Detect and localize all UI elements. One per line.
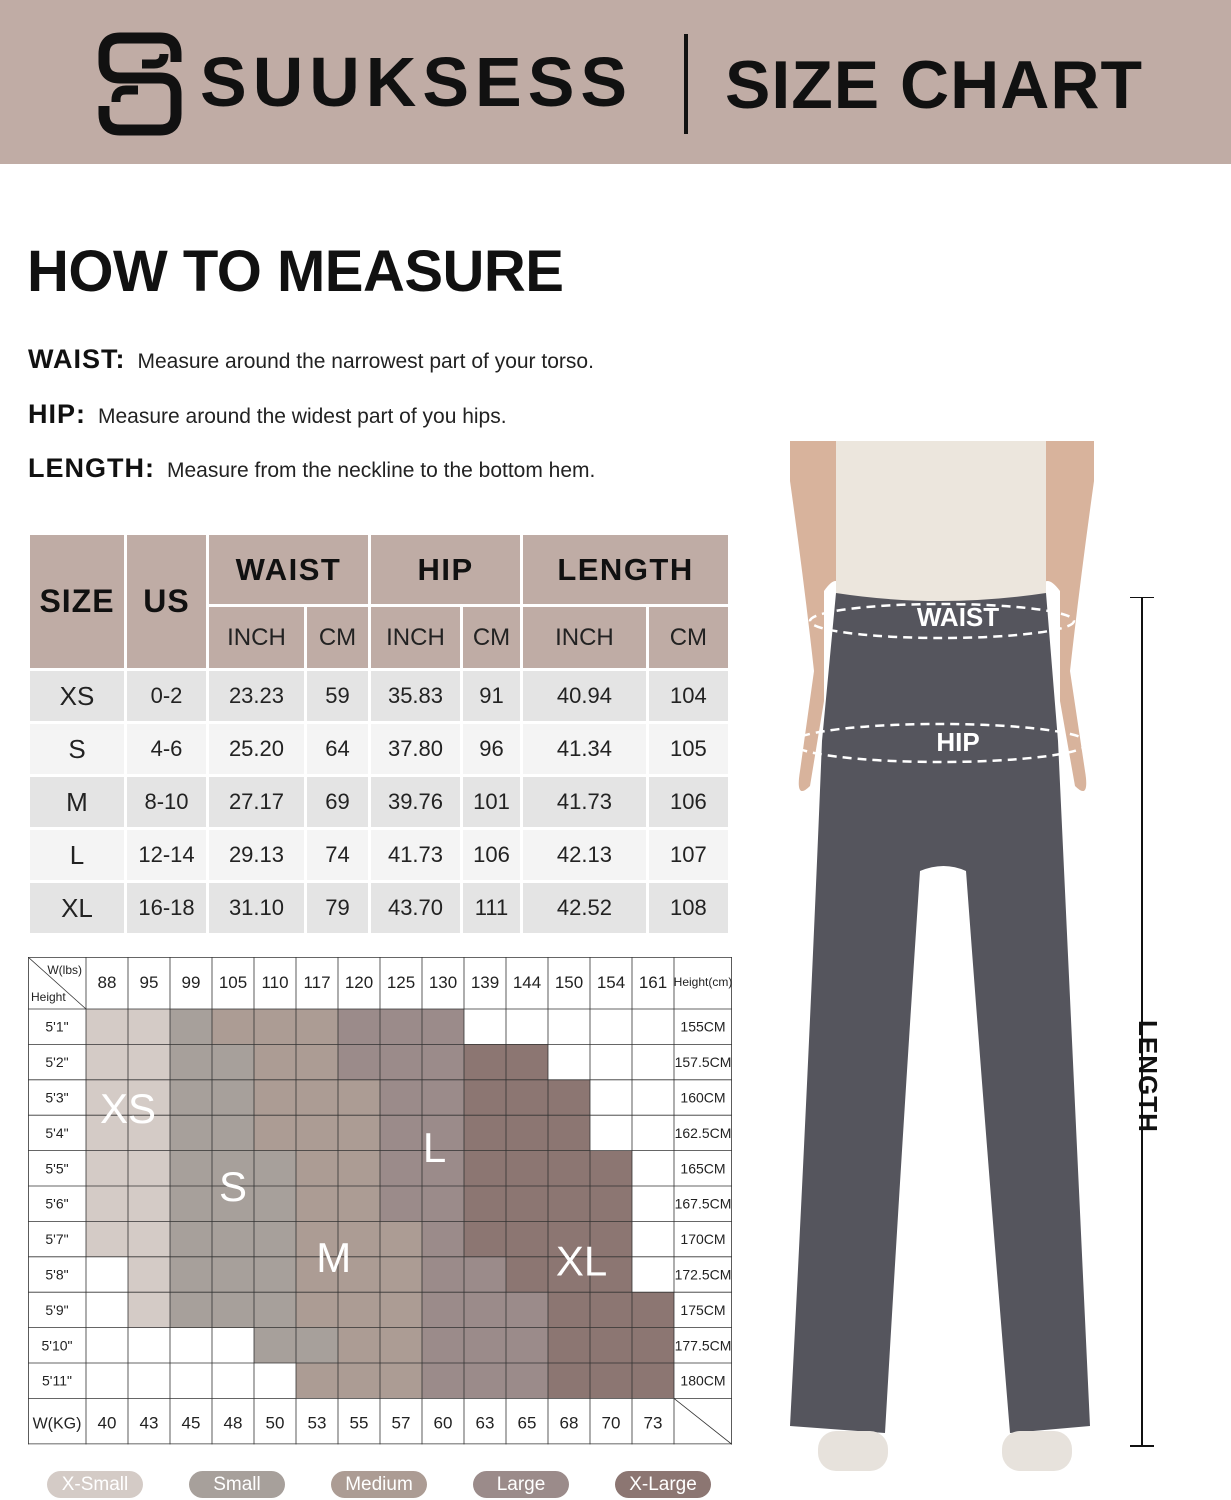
lbs-label: 105 (218, 973, 248, 992)
lbs-label: 154 (596, 973, 626, 992)
grid-cell (128, 1257, 170, 1292)
size-cell: 107 (647, 829, 729, 882)
size-cell: 40.94 (522, 670, 648, 723)
corner-weight-label: W(lbs) (47, 963, 82, 977)
size-row (29, 829, 730, 882)
size-cell: 41.73 (370, 829, 462, 882)
size-row (29, 723, 730, 776)
size-cell: 74 (305, 829, 369, 882)
waist-inch-header: INCH (208, 606, 306, 670)
legend-x-large: X-Large (615, 1471, 711, 1498)
grid-cell (464, 1151, 506, 1186)
height-cm-label: 165CM (680, 1160, 726, 1177)
grid-cell (170, 1151, 212, 1186)
size-cell: 27.17 (208, 776, 306, 829)
grid-cell (380, 1186, 422, 1221)
weight-kg-label: W(KG) (32, 1415, 82, 1433)
length-header: LENGTH (522, 534, 730, 606)
grid-cell (632, 1151, 674, 1186)
grid-cell (212, 1363, 254, 1398)
grid-cell (254, 1151, 296, 1186)
grid-cell (296, 1115, 338, 1150)
lbs-label: 144 (512, 973, 542, 992)
length-cm-header: CM (647, 606, 729, 670)
height-cm-label: 167.5CM (674, 1195, 732, 1212)
right-shoe (1002, 1431, 1072, 1471)
grid-cell (296, 1044, 338, 1079)
height-weight-fit-grid (28, 957, 732, 1447)
hip-cm-header: CM (461, 606, 521, 670)
hip-instruction (28, 399, 507, 430)
grid-cell (254, 1328, 296, 1363)
grid-cell (548, 1363, 590, 1398)
grid-cell (464, 1009, 506, 1044)
grid-cell (548, 1044, 590, 1079)
region-label-s: S (218, 1163, 248, 1210)
grid-cell (422, 1080, 464, 1115)
grid-cell (212, 1009, 254, 1044)
us-header: US (126, 534, 208, 670)
height-ft-label: 5'4" (45, 1124, 69, 1141)
grid-cell (380, 1115, 422, 1150)
grid-cell (548, 1115, 590, 1150)
size-cell: 0-2 (126, 670, 208, 723)
grid-cell (296, 1009, 338, 1044)
grid-cell (86, 1151, 128, 1186)
grid-cell (590, 1009, 632, 1044)
length-inch-header: INCH (522, 606, 648, 670)
height-ft-label: 5'3" (45, 1089, 69, 1106)
kg-label: 57 (391, 1413, 411, 1433)
height-ft-label: 5'8" (45, 1266, 69, 1283)
grid-cell (632, 1044, 674, 1079)
size-cell: 25.20 (208, 723, 306, 776)
height-ft-label: 5'11" (42, 1372, 72, 1389)
length-label: LENGTH: (28, 453, 155, 483)
grid-cell (506, 1186, 548, 1221)
height-ft-label: 5'7" (45, 1231, 69, 1248)
height-cm-label: 180CM (680, 1372, 726, 1389)
grid-cell (296, 1292, 338, 1327)
grid-cell (86, 1221, 128, 1256)
waist-header: WAIST (208, 534, 370, 606)
kg-label: 55 (349, 1413, 369, 1433)
grid-cell (506, 1044, 548, 1079)
size-cell: 108 (647, 882, 729, 935)
hip-inch-header: INCH (370, 606, 462, 670)
size-cell: 8-10 (126, 776, 208, 829)
grid-cell (86, 1044, 128, 1079)
grid-cell (632, 1186, 674, 1221)
grid-cell (212, 1115, 254, 1150)
hip-label: HIP: (28, 399, 86, 429)
grid-cell (506, 1221, 548, 1256)
size-header: SIZE (29, 534, 126, 670)
model-top (836, 441, 1046, 603)
grid-cell (170, 1221, 212, 1256)
region-label-l: L (422, 1124, 447, 1172)
kg-label: 73 (643, 1413, 663, 1433)
kg-label: 68 (559, 1413, 579, 1433)
grid-cell (548, 1328, 590, 1363)
grid-cell (86, 1186, 128, 1221)
brand-name: SUUKSESS (200, 43, 634, 121)
length-vertical-label: LENGTH (1133, 1020, 1163, 1133)
size-cell: L (29, 829, 126, 882)
grid-cell (632, 1221, 674, 1256)
legend-small: Small (189, 1471, 285, 1498)
grid-cell (254, 1257, 296, 1292)
height-cm-label: 172.5CM (674, 1266, 732, 1283)
grid-cell (128, 1328, 170, 1363)
hip-text: Measure around the widest part of you hips. (98, 405, 507, 428)
lbs-label: 110 (261, 973, 289, 992)
model-photo (790, 441, 1094, 1475)
size-cell: 101 (461, 776, 521, 829)
grid-cell (254, 1186, 296, 1221)
grid-cell (590, 1151, 632, 1186)
grid-cell (170, 1080, 212, 1115)
lbs-label: 139 (470, 973, 500, 992)
grid-cell (338, 1009, 380, 1044)
lbs-label: 95 (139, 973, 159, 992)
waist-photo-label: WAIST (916, 602, 1000, 632)
size-cell: 105 (647, 723, 729, 776)
height-cm-label: 175CM (680, 1301, 726, 1318)
grid-cell (338, 1328, 380, 1363)
grid-cell (380, 1292, 422, 1327)
grid-cell (590, 1328, 632, 1363)
grid-cell (254, 1115, 296, 1150)
size-cell: 31.10 (208, 882, 306, 935)
height-ft-label: 5'9" (45, 1301, 69, 1318)
grid-cell (338, 1044, 380, 1079)
size-cell: 39.76 (370, 776, 462, 829)
region-label-xs: XS (99, 1085, 157, 1133)
size-table (27, 532, 731, 936)
height-ft-label: 5'1" (45, 1018, 69, 1035)
grid-cell (506, 1080, 548, 1115)
grid-cell (338, 1363, 380, 1398)
grid-cell (86, 1363, 128, 1398)
grid-cell (422, 1363, 464, 1398)
how-to-measure-heading: HOW TO MEASURE (27, 239, 564, 304)
grid-cell (464, 1328, 506, 1363)
height-ft-label: 5'5" (45, 1160, 69, 1177)
grid-cell (170, 1257, 212, 1292)
grid-cell (590, 1044, 632, 1079)
grid-cell (296, 1186, 338, 1221)
grid-cell (632, 1115, 674, 1150)
length-text: Measure from the neckline to the bottom hem. (166, 459, 596, 482)
grid-cell (464, 1292, 506, 1327)
waist-instruction (28, 344, 594, 375)
grid-cell (422, 1009, 464, 1044)
grid-cell (380, 1257, 422, 1292)
grid-cell (128, 1009, 170, 1044)
corner-height-label: Height (31, 990, 66, 1004)
grid-cell (548, 1186, 590, 1221)
kg-label: 40 (97, 1413, 117, 1433)
grid-cell (338, 1151, 380, 1186)
size-cell: M (29, 776, 126, 829)
waist-label: WAIST: (28, 344, 126, 374)
grid-cell (86, 1257, 128, 1292)
grid-cell (338, 1115, 380, 1150)
grid-cell (128, 1044, 170, 1079)
legend-x-small: X-Small (47, 1471, 143, 1498)
size-row (29, 670, 730, 723)
brand-logo-icon (98, 32, 182, 136)
grid-cell (380, 1009, 422, 1044)
grid-cell (212, 1080, 254, 1115)
grid-cell (170, 1186, 212, 1221)
size-cell: 42.13 (522, 829, 648, 882)
grid-cell (548, 1080, 590, 1115)
waist-text: Measure around the narrowest part of your torso. (137, 350, 594, 373)
grid-cell (464, 1080, 506, 1115)
size-cell: 29.13 (208, 829, 306, 882)
grid-cell (296, 1080, 338, 1115)
size-cell: S (29, 723, 126, 776)
grid-cell (548, 1009, 590, 1044)
size-cell: 4-6 (126, 723, 208, 776)
grid-cell (632, 1363, 674, 1398)
grid-cell (632, 1328, 674, 1363)
grid-cell (380, 1080, 422, 1115)
lbs-label: 99 (181, 973, 201, 992)
grid-cell (506, 1292, 548, 1327)
legend-large: Large (473, 1471, 569, 1498)
height-cm-header: Height(cm) (673, 975, 732, 989)
legend-medium: Medium (331, 1471, 427, 1498)
grid-cell (170, 1363, 212, 1398)
kg-label: 45 (181, 1413, 201, 1433)
grid-cell (506, 1328, 548, 1363)
size-cell: 96 (461, 723, 521, 776)
page-title: SIZE CHART (725, 47, 1143, 123)
grid-cell (464, 1044, 506, 1079)
grid-cell (506, 1115, 548, 1150)
grid-cell (590, 1292, 632, 1327)
kg-label: 60 (433, 1413, 453, 1433)
grid-cell (254, 1292, 296, 1327)
height-ft-label: 5'10" (41, 1337, 73, 1354)
size-cell: 41.34 (522, 723, 648, 776)
grid-cell (170, 1292, 212, 1327)
height-cm-label: 162.5CM (674, 1124, 732, 1141)
lbs-label: 125 (386, 973, 416, 992)
grid-cell (464, 1186, 506, 1221)
grid-cell (422, 1044, 464, 1079)
height-ft-label: 5'2" (45, 1054, 69, 1071)
height-cm-label: 177.5CM (674, 1337, 732, 1354)
lbs-label: 120 (344, 973, 374, 992)
grid-cell (212, 1292, 254, 1327)
grid-cell (506, 1363, 548, 1398)
lbs-label: 130 (428, 973, 458, 992)
grid-cell (128, 1221, 170, 1256)
grid-cell (380, 1044, 422, 1079)
grid-cell (296, 1363, 338, 1398)
region-label-xl: XL (555, 1237, 608, 1285)
grid-cell (632, 1080, 674, 1115)
size-cell: 104 (647, 670, 729, 723)
grid-cell (380, 1221, 422, 1256)
grid-cell (128, 1186, 170, 1221)
kg-label: 53 (307, 1413, 327, 1433)
hip-photo-label: HIP (936, 727, 980, 757)
size-cell: 69 (305, 776, 369, 829)
hip-header: HIP (370, 534, 522, 606)
grid-cell (422, 1186, 464, 1221)
grid-cell (506, 1257, 548, 1292)
size-row (29, 882, 730, 935)
size-cell: 12-14 (126, 829, 208, 882)
grid-cell (338, 1292, 380, 1327)
grid-cell (170, 1009, 212, 1044)
grid-cell (590, 1115, 632, 1150)
grid-cell (254, 1221, 296, 1256)
lbs-label: 161 (638, 973, 668, 992)
grid-cell (632, 1292, 674, 1327)
height-cm-label: 170CM (680, 1231, 726, 1248)
size-cell: 59 (305, 670, 369, 723)
grid-cell (506, 1151, 548, 1186)
grid-cell (548, 1292, 590, 1327)
grid-cell (464, 1257, 506, 1292)
grid-cell (506, 1009, 548, 1044)
size-cell: 35.83 (370, 670, 462, 723)
grid-cell (254, 1080, 296, 1115)
kg-label: 65 (517, 1413, 537, 1433)
kg-label: 50 (265, 1413, 285, 1433)
size-cell: 91 (461, 670, 521, 723)
region-label-m: M (316, 1233, 352, 1281)
grid-cell (422, 1292, 464, 1327)
size-cell: 43.70 (370, 882, 462, 935)
grid-cell (422, 1328, 464, 1363)
size-cell: XL (29, 882, 126, 935)
height-cm-label: 155CM (680, 1018, 726, 1035)
kg-label: 63 (475, 1413, 495, 1433)
kg-label: 43 (139, 1413, 159, 1433)
grid-cell (296, 1151, 338, 1186)
grid-cell (254, 1009, 296, 1044)
grid-cell (632, 1009, 674, 1044)
size-cell: 37.80 (370, 723, 462, 776)
grid-cell (464, 1221, 506, 1256)
grid-cell (338, 1080, 380, 1115)
lbs-label: 117 (303, 973, 331, 992)
header-banner (0, 0, 1231, 164)
grid-cell (590, 1363, 632, 1398)
grid-cell (422, 1257, 464, 1292)
lbs-label: 88 (97, 973, 117, 992)
grid-cell (296, 1328, 338, 1363)
height-ft-label: 5'6" (45, 1195, 69, 1212)
grid-cell (170, 1044, 212, 1079)
lbs-label: 150 (554, 973, 584, 992)
grid-cell (380, 1328, 422, 1363)
size-cell: 64 (305, 723, 369, 776)
grid-cell (548, 1151, 590, 1186)
grid-cell (86, 1292, 128, 1327)
waist-cm-header: CM (305, 606, 369, 670)
grid-cell (170, 1115, 212, 1150)
size-cell: 106 (647, 776, 729, 829)
grid-cell (86, 1328, 128, 1363)
grid-cell (464, 1363, 506, 1398)
grid-cell (464, 1115, 506, 1150)
grid-cell (338, 1186, 380, 1221)
left-shoe (818, 1431, 888, 1471)
grid-cell (254, 1044, 296, 1079)
grid-cell (128, 1292, 170, 1327)
grid-cell (212, 1257, 254, 1292)
grid-cell (380, 1363, 422, 1398)
size-cell: 79 (305, 882, 369, 935)
grid-cell (212, 1044, 254, 1079)
grid-cell (212, 1328, 254, 1363)
grid-cell (170, 1328, 212, 1363)
size-cell: 42.52 (522, 882, 648, 935)
size-cell: 111 (461, 882, 521, 935)
size-cell: XS (29, 670, 126, 723)
grid-cell (632, 1257, 674, 1292)
grid-cell (86, 1009, 128, 1044)
grid-cell (422, 1221, 464, 1256)
kg-label: 48 (223, 1413, 243, 1433)
size-cell: 106 (461, 829, 521, 882)
grid-cell (128, 1151, 170, 1186)
length-instruction (28, 453, 595, 484)
size-cell: 41.73 (522, 776, 648, 829)
grid-cell (590, 1186, 632, 1221)
grid-cell (380, 1151, 422, 1186)
size-cell: 23.23 (208, 670, 306, 723)
header-divider (684, 34, 688, 134)
grid-cell (590, 1080, 632, 1115)
height-cm-label: 160CM (680, 1089, 726, 1106)
corner-diagonal (674, 1398, 732, 1444)
height-cm-label: 157.5CM (674, 1054, 732, 1071)
kg-label: 70 (601, 1413, 621, 1433)
size-cell: 16-18 (126, 882, 208, 935)
size-row (29, 776, 730, 829)
grid-cell (128, 1363, 170, 1398)
grid-cell (254, 1363, 296, 1398)
grid-cell (212, 1221, 254, 1256)
